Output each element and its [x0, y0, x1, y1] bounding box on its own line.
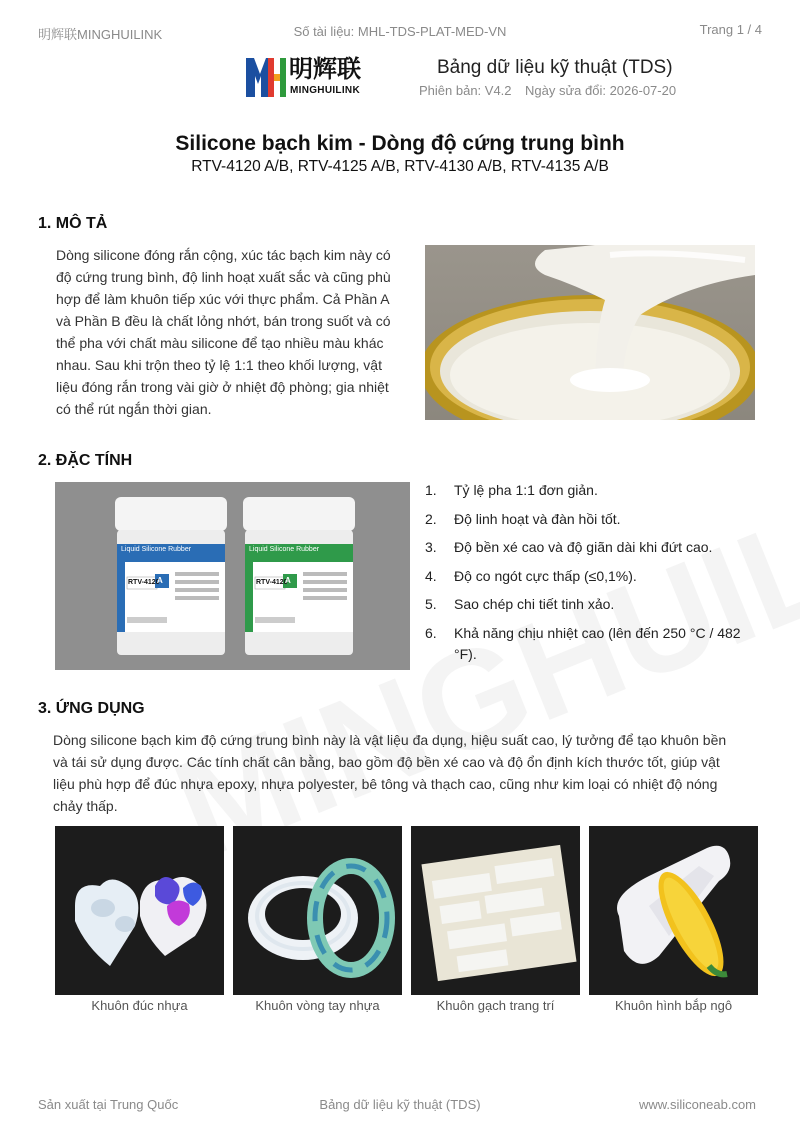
footer-origin: Sản xuất tại Trung Quốc — [38, 1097, 179, 1112]
section-description-heading: 1. MÔ TẢ — [38, 215, 108, 232]
text-line: có thể rút ngắn thời gian. — [56, 401, 212, 417]
jar-label-right: Liquid Silicone Rubber — [249, 546, 320, 553]
header-page-number: Trang 1 / 4 — [699, 22, 762, 37]
text-line: hợp để làm khuôn tiếp xúc với thực phẩm. Cả Phần A — [56, 291, 390, 307]
revision-date: Ngày sửa đổi: 2026-07-20 — [525, 83, 677, 98]
list-item — [425, 509, 745, 530]
header-brand: 明辉联MINGHUILINK — [38, 27, 163, 42]
list-item — [425, 623, 745, 665]
text-line: chảy thấp. — [53, 798, 118, 814]
product-models: RTV-4120 A/B, RTV-4125 A/B, RTV-4130 A/B, RTV-4135 A/B — [191, 158, 609, 175]
corn-mold-photo — [589, 826, 758, 995]
list-text: Sao chép chi tiết tinh xảo. — [454, 596, 615, 612]
list-text: Độ bền xé cao và độ giãn dài khi đứt cao. — [454, 539, 713, 555]
section-description-body — [56, 244, 416, 420]
jar-part-left: A — [157, 576, 163, 585]
list-item — [425, 537, 745, 558]
list-text: Độ linh hoạt và đàn hồi tốt. — [454, 510, 621, 527]
jar-model-right: RTV-4120 — [256, 579, 288, 586]
jar-label-left: Liquid Silicone Rubber — [121, 546, 192, 553]
logo-english-text: MINGHUILINK — [290, 85, 360, 96]
silicone-pour-photo — [425, 245, 755, 420]
text-line: và Phần B đều là chất lỏng nhớt, bán trong suốt và có — [56, 313, 391, 329]
list-item — [425, 480, 745, 501]
resin-mold-photo — [55, 826, 224, 995]
caption-corn-mold: Khuôn hình bắp ngô — [614, 998, 733, 1013]
list-item — [425, 594, 745, 615]
text-line: Dòng silicone đóng rắn cộng, xúc tác bạch kim này có — [56, 247, 391, 263]
text-line: liệu phù hợp để đúc nhựa epoxy, nhựa polyester, bê tông và thạch cao, cũng như kim loại có nhiệt độ nóng — [53, 776, 718, 792]
company-logo — [246, 56, 394, 100]
features-list — [425, 480, 745, 672]
document-version: Phiên bản: V4.2 — [419, 83, 512, 98]
jar-model-left: RTV-4120 — [128, 579, 160, 586]
list-number: 5. — [425, 596, 437, 612]
list-number: 4. — [425, 567, 437, 584]
text-line: độ cứng trung bình, độ linh hoạt xuất sắc và cũng phù — [56, 269, 391, 285]
section-applications-heading: 3. ỨNG DỤNG — [38, 700, 145, 717]
logo-mark-icon — [246, 56, 286, 98]
list-number: 3. — [425, 539, 437, 555]
text-line: và tái sử dụng được. Các tính chất cân bằng, bao gồm độ bền xé cao và độ ổn định kích thước tốt, giúp vật — [53, 754, 720, 770]
list-number: 1. — [425, 482, 437, 498]
caption-resin-mold: Khuôn đúc nhựa — [91, 998, 188, 1013]
list-number: 6. — [425, 624, 437, 641]
footer-doc-type: Bảng dữ liệu kỹ thuật (TDS) — [319, 1097, 481, 1112]
bracelet-mold-photo — [233, 826, 402, 995]
list-text: Độ co ngót cực thấp (≤0,1%). — [454, 567, 637, 584]
logo-chinese-text: 明辉联 — [289, 56, 361, 83]
caption-bracelet-mold: Khuôn vòng tay nhựa — [255, 998, 380, 1013]
footer-website-link[interactable]: www.siliconeab.com — [638, 1097, 756, 1112]
document-type-title: Bảng dữ liệu kỹ thuật (TDS) — [437, 57, 673, 78]
section-applications-body — [53, 729, 765, 817]
caption-brick-mold: Khuôn gạch trang trí — [436, 998, 555, 1013]
text-line: liệu đóng rắn trong vài giờ ở nhiệt độ phòng; gia nhiệt — [56, 379, 389, 395]
section-features-heading: 2. ĐẶC TÍNH — [38, 452, 133, 469]
product-jars-photo — [55, 482, 410, 670]
text-line: Dòng silicone bạch kim độ cứng trung bình này là vật liệu đa dụng, hiệu suất cao, lý tưởng để tạo khuôn bền — [53, 732, 727, 748]
brick-mold-photo — [411, 826, 580, 995]
header-doc-number: Số tài liệu: MHL-TDS-PLAT-MED-VN — [293, 24, 507, 39]
list-item — [425, 566, 745, 587]
list-text: Khả năng chịu nhiệt cao (lên đến 250 °C / 482 °F). — [454, 624, 741, 662]
text-line: thể pha với chất màu silicone để tạo nhiều màu khác — [56, 335, 384, 351]
text-line: nhau. Sau khi trộn theo tỷ lệ 1:1 theo khối lượng, vật — [56, 357, 382, 373]
list-number: 2. — [425, 510, 437, 527]
jar-part-right: A — [285, 576, 291, 585]
list-text: Tỷ lệ pha 1:1 đơn giản. — [454, 482, 598, 498]
page-title: Silicone bạch kim - Dòng độ cứng trung bình — [175, 132, 625, 155]
